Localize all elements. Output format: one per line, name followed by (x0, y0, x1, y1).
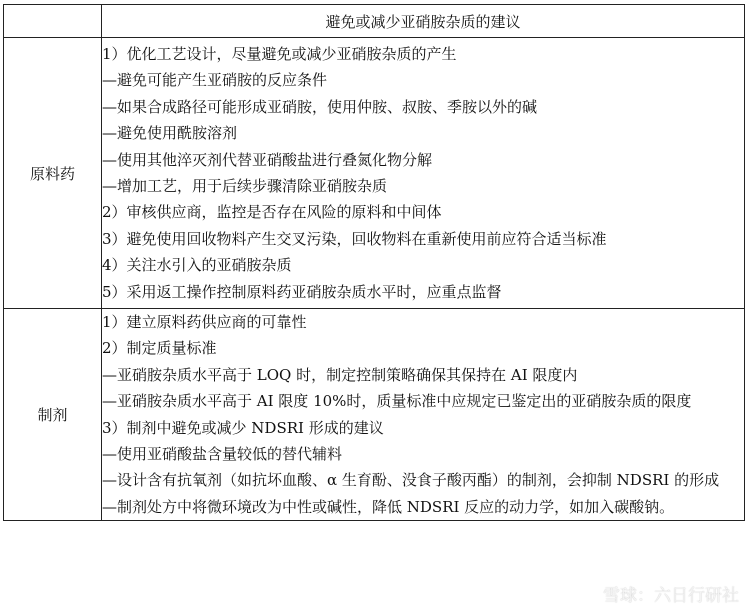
list-item: 3）避免使用回收物料产生交叉污染，回收物料在重新使用前应符合适当标准 (102, 229, 607, 248)
list-item: 1）建立原料药供应商的可靠性 (102, 313, 307, 331)
list-item: 5）采用返工操作控制原料药亚硝胺杂质水平时，应重点监督 (102, 282, 502, 301)
table-header: 避免或减少亚硝胺杂质的建议 (102, 5, 745, 38)
list-item: —避免使用酰胺溶剂 (102, 124, 238, 143)
table-row (4, 38, 745, 309)
header-blank-cell (4, 5, 102, 38)
list-item: —增加工艺，用于后续步骤清除亚硝胺杂质 (102, 177, 388, 195)
list-item: —亚硝胺杂质水平高于 AI 限度 10%时，质量标准中应规定已鉴定出的亚硝胺杂质的限度 (102, 392, 692, 411)
list-item: —避免可能产生亚硝胺的反应条件 (102, 71, 328, 90)
list-item: 1）优化工艺设计，尽量避免或减少亚硝胺杂质的产生 (102, 44, 457, 63)
table-row (4, 309, 745, 521)
recommendation-list (102, 309, 745, 521)
list-item: —使用亚硝酸盐含量较低的替代辅料 (102, 445, 343, 464)
recommendation-list (102, 38, 745, 309)
list-item: —亚硝胺杂质水平高于 LOQ 时，制定控制策略确保其保持在 AI 限度内 (102, 365, 578, 384)
list-item: —如果合成路径可能形成亚硝胺，使用仲胺、叔胺、季胺以外的碱 (102, 97, 538, 116)
watermark (579, 581, 739, 606)
list-item: —设计含有抗氧剂（如抗坏血酸、α 生育酚、没食子酸丙酯）的制剂，会抑制 NDSRI 的形成 (102, 471, 720, 490)
list-item: —使用其他淬灭剂代替亚硝酸盐进行叠氮化物分解 (102, 150, 433, 169)
header-row (4, 5, 745, 38)
category-cell: 制剂 (4, 309, 102, 521)
snowball-logo-icon (579, 584, 599, 604)
watermark-text: 雪球：六日行研社 (603, 586, 739, 606)
list-item: —制剂处方中将微环境改为中性或碱性，降低 NDSRI 反应的动力学，如加入碳酸钠。 (102, 497, 675, 516)
list-item: 4）关注水引入的亚硝胺杂质 (102, 256, 292, 275)
list-item: 2）审核供应商，监控是否存在风险的原料和中间体 (102, 203, 442, 222)
list-item: 3）制剂中避免或减少 NDSRI 形成的建议 (102, 418, 384, 437)
list-item: 2）制定质量标准 (102, 339, 217, 358)
recommendation-table (3, 4, 745, 521)
category-cell: 原料药 (4, 38, 102, 309)
